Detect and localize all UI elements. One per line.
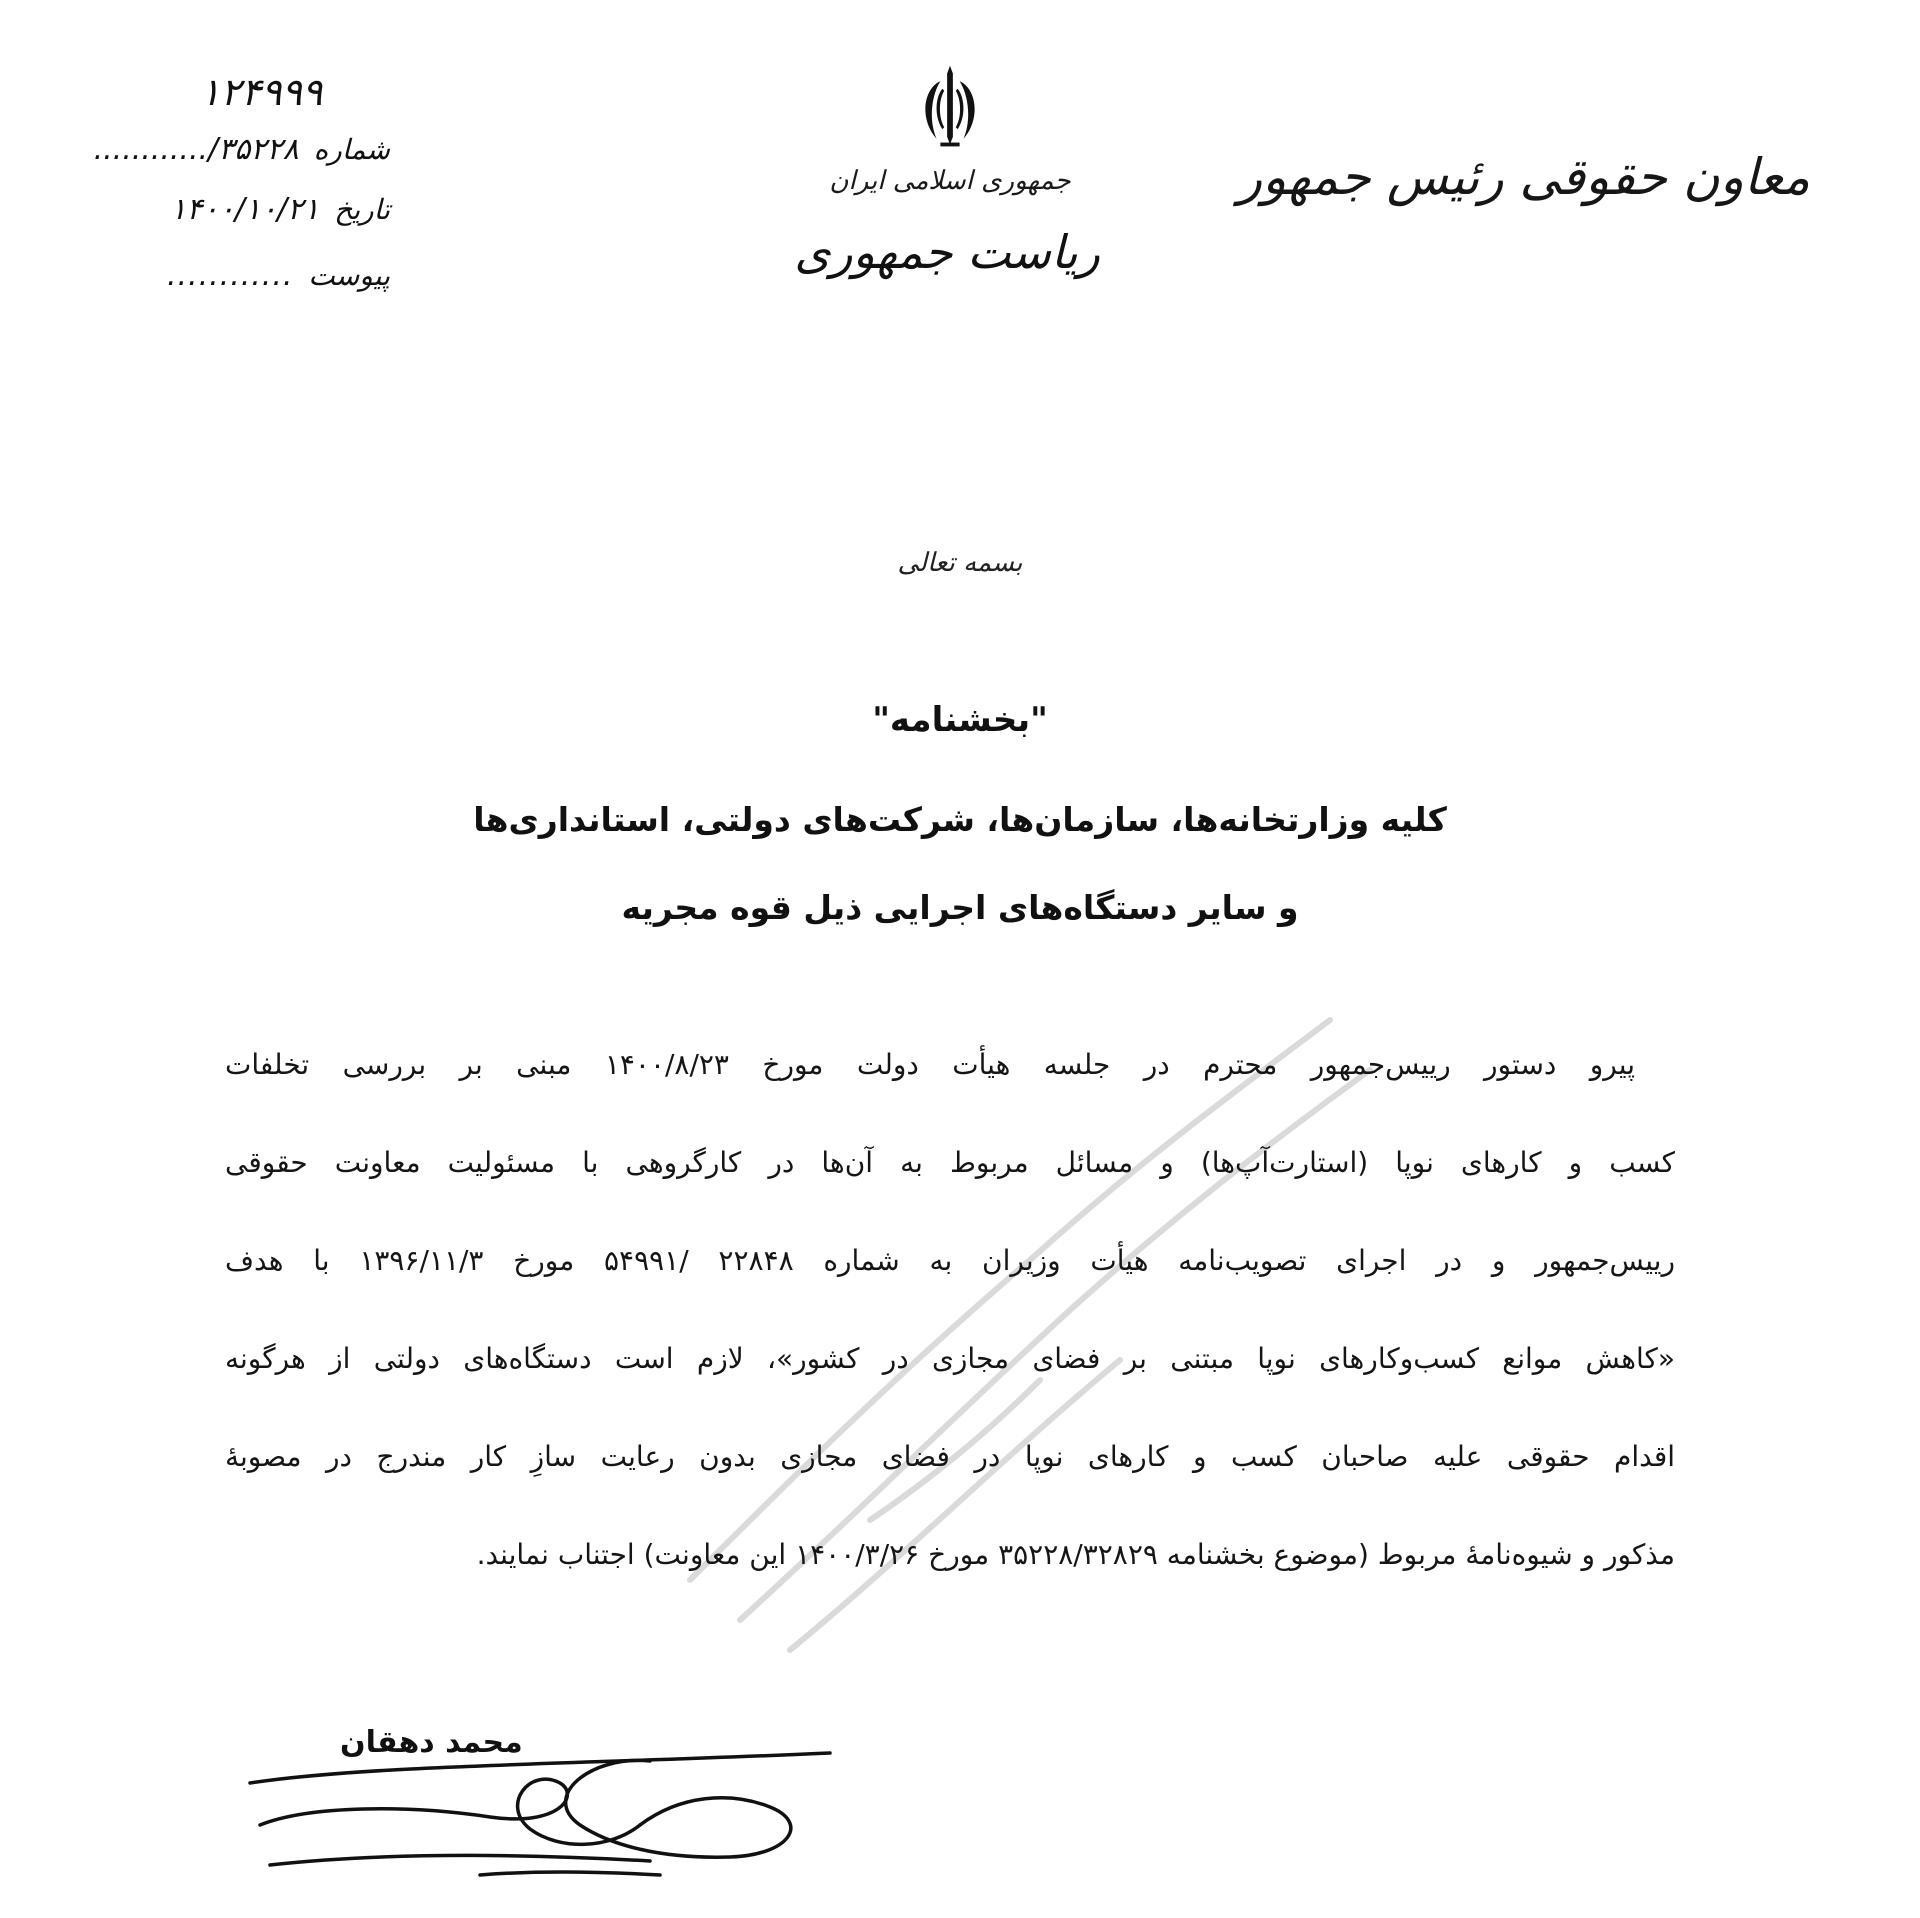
invocation: بسمه تعالی (897, 548, 1023, 578)
body-line: رییس‌جمهور و در اجرای تصویب‌نامه هیأت وزیران به شماره ۲۲۸۴۸ /۵۴۹۹۱ مورخ ۱۳۹۶/۱۱/۳ با هدف (225, 1244, 1675, 1277)
addressee-line-2: و سایر دستگاه‌های اجرایی ذیل قوه مجریه (621, 888, 1299, 927)
attachment-label: پیوست (308, 259, 390, 292)
letterhead-center (794, 60, 1100, 320)
number-value: ۳۵۲۲۸/............ (93, 132, 299, 167)
iran-emblem-icon (902, 60, 998, 156)
document-title: "بخشنامه" (872, 700, 1048, 740)
issuer-title: معاون حقوقی رئیس جمهور (1237, 148, 1810, 206)
office-name: ریاست جمهوری (794, 225, 1100, 279)
number-label: شماره (313, 133, 390, 166)
handwritten-reference: ۱۲۴۹۹۹ (200, 70, 323, 114)
reference-date-row (60, 192, 390, 236)
body-line: مذکور و شیوه‌نامهٔ مربوط (موضوع بخشنامه ۳۵۲۲۸/۳۲۸۲۹ مورخ ۱۴۰۰/۳/۲۶ این معاونت) اجتناب نمایند. (476, 1538, 1675, 1571)
body-line: «کاهش موانع کسب‌وکارهای نوپا مبتنی بر فضای مجازی در کشور»، لازم است دستگاه‌های دولتی از هرگونه (225, 1342, 1675, 1375)
date-value: ۱۴۰۰/۱۰/۲۱ (170, 192, 320, 227)
attachment-value: ............ (166, 258, 294, 293)
body-line: اقدام حقوقی علیه صاحبان کسب و کارهای نوپا در فضای مجازی بدون رعایت سازِ کار مندرج در مصوبهٔ (225, 1440, 1675, 1473)
date-label: تاریخ (334, 193, 390, 226)
signer-name: محمد دهقان (340, 1725, 523, 1760)
reference-block (60, 70, 420, 310)
country-name: جمهوری اسلامی ایران (829, 166, 1071, 196)
body-paragraph (225, 1040, 1675, 1628)
addressee-line-1: کلیه وزارتخانه‌ها، سازمان‌ها، شرکت‌های دولتی، استانداری‌ها (473, 800, 1447, 839)
reference-attachment-row (60, 258, 390, 302)
body-line: پیرو دستور رییس‌جمهور محترم در جلسه هیأت دولت مورخ ۱۴۰۰/۸/۲۳ مبنی بر بررسی تخلفات (225, 1048, 1636, 1081)
body-line: کسب و کارهای نوپا (استارت‌آپ‌ها) و مسائل مربوط به آن‌ها در کارگروهی با مسئولیت معاونت حقوقی (225, 1146, 1675, 1179)
signature-scribble (230, 1725, 870, 1895)
reference-number-row (60, 132, 390, 176)
